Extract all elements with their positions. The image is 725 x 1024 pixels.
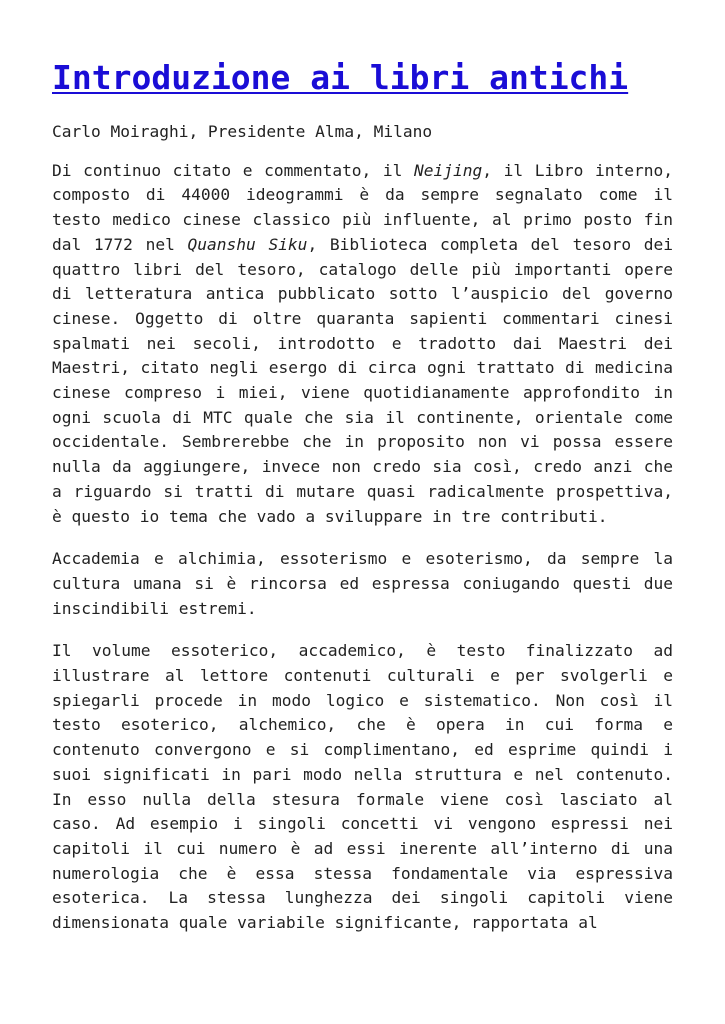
paragraph-3: Il volume essoterico, accademico, è testo finalizzato ad illustrare al lettore contenuti culturali e per svolgerli e spiegarli procede in modo logico e sistematico. Non così il testo esoterico, alchemico, che è opera in cui forma e contenuto convergono e si complimentano, ed esprime quindi i suoi significati in pari modo nella struttura e nel contenuto. In esso nulla della stesura formale viene così lasciato al caso. Ad esempio i singoli concetti vi vengono espressi nei capitoli il cui numero è ad essi inerente all’interno di una numerologia che è essa stessa fondamentale via espressiva esoterica. La stessa lunghezza dei singoli capitoli viene dimensionata quale variabile significante, rapportata al xyxy=(52,641,673,933)
term-neijing: Neijing xyxy=(414,160,483,180)
article-title xyxy=(52,58,673,98)
article-byline: Carlo Moiraghi, Presidente Alma, Milano xyxy=(52,122,433,141)
paragraph-1-text-e: , Biblioteca completa del tesoro dei quattro libri del tesoro, catalogo delle più importanti opere di letteratura antica pubblicato sotto l’auspicio del governo cinese. Oggetto di oltre quaranta sapienti commentari cinesi spalmati nei secoli, introdotto e tradotto dai Maestri dei Maestri, citato negli esergo di circa ogni trattato di medicina cinese compreso i miei, viene quotidianamente approfondito in ogni scuola di MTC quale che sia il continente, orientale come occidentale. Sembrerebbe che in proposito non vi possa essere nulla da aggiungere, invece non credo sia così, credo anzi che a riguardo si tratti di mutare quasi radicalmente prospettiva, è questo io tema che vado a sviluppare in tre contributi. xyxy=(52,234,673,526)
term-quanshu-siku: Quanshu Siku xyxy=(187,234,308,254)
paragraph-1-text-c: , il Libro interno, composto di 44000 ideogrammi è da sempre segnalato come il testo medico cinese classico più influente, al primo posto fin dal 1772 nel xyxy=(52,160,673,254)
paragraph-1-text-a: Di continuo citato e commentato, il xyxy=(52,160,415,180)
article xyxy=(52,58,673,954)
article-title-link[interactable]: Introduzione ai libri antichi xyxy=(52,58,629,97)
paragraph-2: Accademia e alchimia, essoterismo e esoterismo, da sempre la cultura umana si è rincorsa ed espressa coniugando questi due inscindibili estremi. xyxy=(52,549,673,618)
paragraph-1 xyxy=(52,159,673,530)
